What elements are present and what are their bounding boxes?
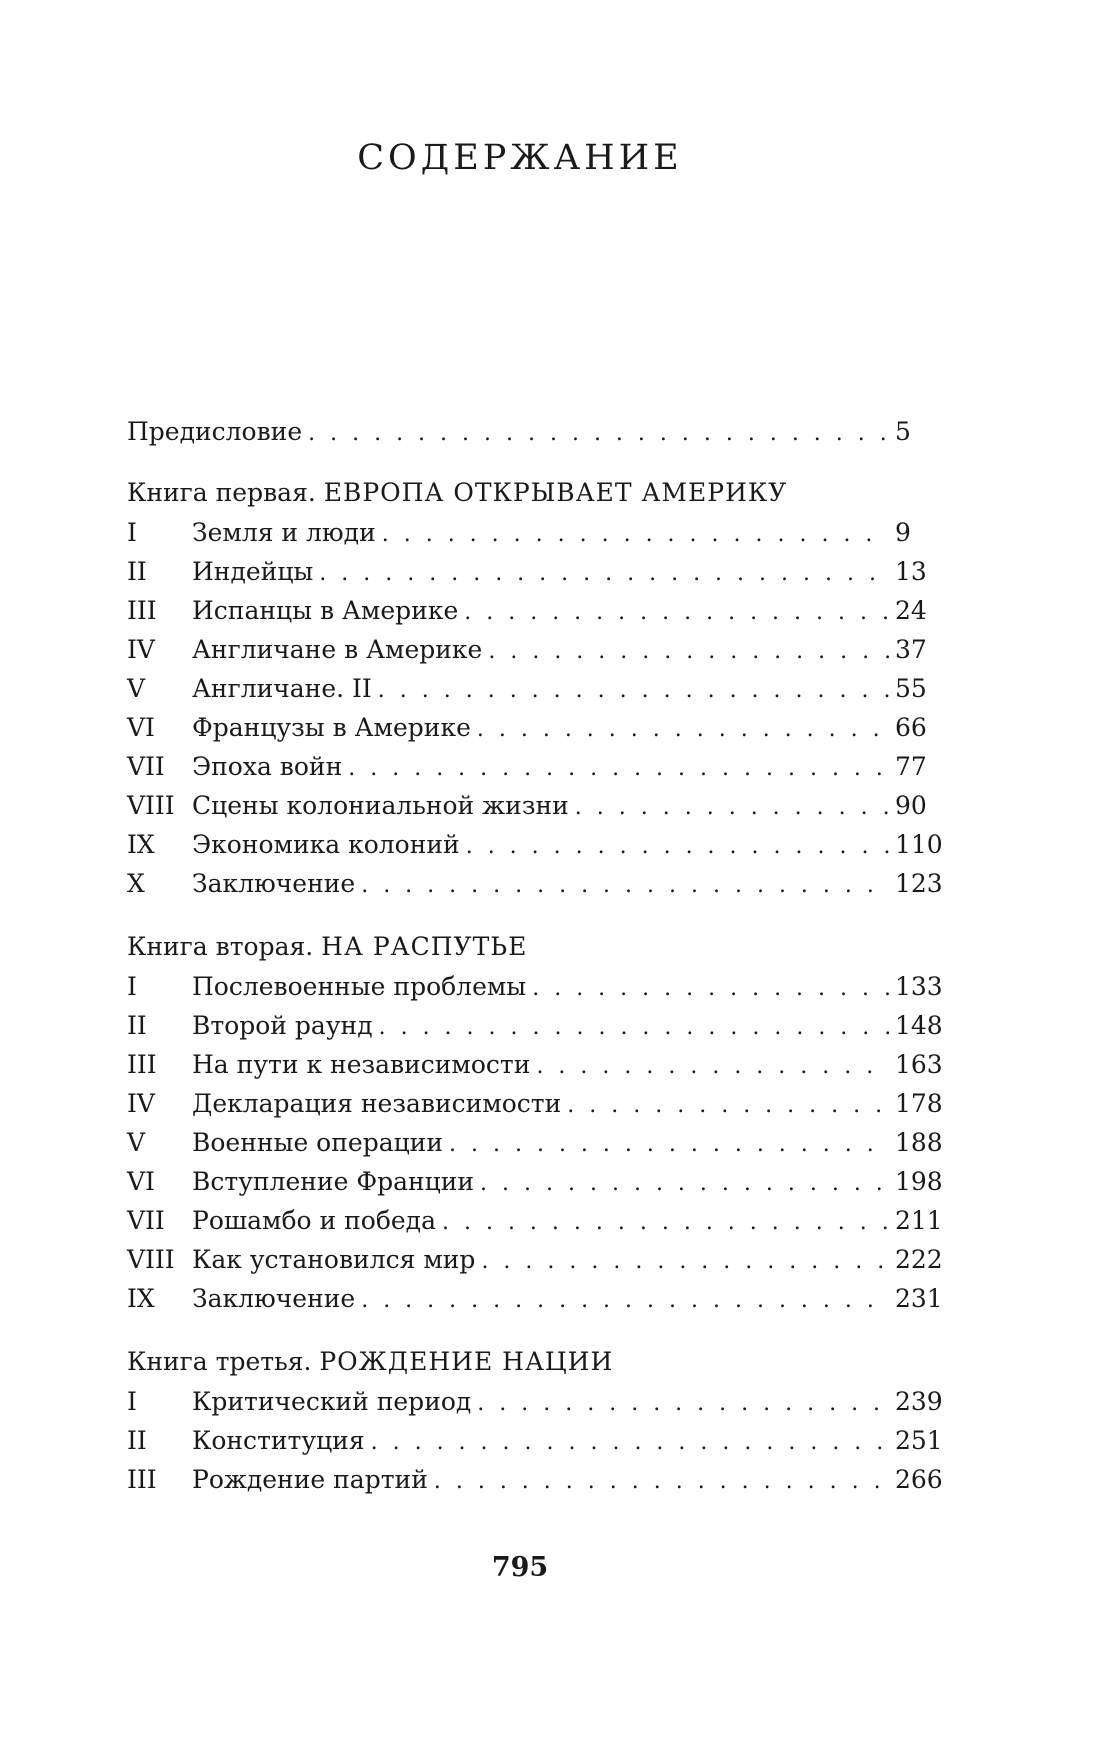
dot-leader [536, 1047, 889, 1086]
chapter-page: 178 [895, 1089, 943, 1118]
chapter-number: VIII [127, 791, 175, 820]
dot-leader [378, 671, 889, 710]
toc-entry [127, 1279, 943, 1318]
chapter-title: Эпоха войн [192, 752, 343, 781]
dot-leader [477, 1384, 889, 1423]
chapter-title: Рошамбо и победа [192, 1206, 436, 1235]
chapter-number: IX [127, 830, 155, 859]
toc-entry [127, 708, 927, 747]
toc-entry [127, 1421, 943, 1460]
chapter-number: VII [127, 752, 165, 781]
dot-leader [348, 749, 889, 788]
chapter-number: III [127, 596, 157, 625]
chapter-number: VII [127, 1206, 165, 1235]
dot-leader [480, 1164, 889, 1203]
chapter-page: 133 [895, 972, 943, 1001]
chapter-page: 239 [895, 1387, 943, 1416]
chapter-page: 163 [895, 1050, 943, 1079]
chapter-title: Испанцы в Америке [192, 596, 459, 625]
chapter-title: Вступление Франции [192, 1167, 475, 1196]
dot-leader [379, 1008, 889, 1047]
chapter-title: Индейцы [192, 557, 314, 586]
table-of-contents [127, 412, 943, 1499]
chapter-title: Заключение [192, 1284, 356, 1313]
chapter-number: IV [127, 1089, 155, 1118]
book-heading-prefix: Книга вторая. [127, 932, 322, 961]
chapter-page: 198 [895, 1167, 943, 1196]
chapter-page: 251 [895, 1426, 943, 1455]
toc-entry-preface [127, 412, 909, 451]
chapter-page: 266 [895, 1465, 943, 1494]
dot-leader [319, 554, 889, 593]
chapter-page: 66 [895, 713, 927, 742]
toc-entry [127, 1006, 943, 1045]
chapter-page: 211 [895, 1206, 943, 1235]
chapter-page: 148 [895, 1011, 943, 1040]
dot-leader [434, 1462, 889, 1501]
dot-leader [477, 710, 889, 749]
chapter-title: Конституция [192, 1426, 365, 1455]
toc-entry [127, 591, 927, 630]
toc-entry [127, 1382, 943, 1421]
dot-leader [361, 1281, 889, 1320]
dot-leader [308, 414, 889, 453]
dot-leader [481, 1242, 889, 1281]
chapter-page: 110 [895, 830, 943, 859]
book-heading [127, 1342, 909, 1382]
dot-leader [464, 593, 889, 632]
chapter-title: Критический период [192, 1387, 472, 1416]
book-heading-name: НА РАСПУТЬЕ [321, 932, 528, 961]
toc-entry [127, 1123, 943, 1162]
chapter-number: VIII [127, 1245, 175, 1274]
chapter-number: VI [127, 713, 155, 742]
chapter-title: Второй раунд [192, 1011, 373, 1040]
toc-entry [127, 864, 943, 903]
chapter-number: V [127, 1128, 146, 1157]
chapter-page: 222 [895, 1245, 943, 1274]
book-section [127, 1342, 943, 1499]
toc-entry [127, 1201, 943, 1240]
toc-entry [127, 1162, 943, 1201]
toc-entry [127, 786, 927, 825]
chapter-number: III [127, 1050, 157, 1079]
toc-entry [127, 513, 909, 552]
chapter-number: IX [127, 1284, 155, 1313]
chapter-title: Послевоенные проблемы [192, 972, 527, 1001]
dot-leader [532, 969, 889, 1008]
chapter-page: 90 [895, 791, 927, 820]
book-heading-prefix: Книга первая. [127, 478, 324, 507]
chapter-number: III [127, 1465, 157, 1494]
toc-entry [127, 1460, 943, 1499]
chapter-page: 77 [895, 752, 927, 781]
chapter-title: Французы в Америке [192, 713, 471, 742]
toc-entry [127, 669, 927, 708]
chapter-number: V [127, 674, 146, 703]
dot-leader [575, 788, 889, 827]
chapter-title: Экономика колоний [192, 830, 460, 859]
page-title: СОДЕРЖАНИЕ [357, 138, 683, 178]
chapter-page: 123 [895, 869, 943, 898]
toc-entry [127, 747, 927, 786]
toc-entry [127, 1045, 943, 1084]
toc-entry [127, 967, 943, 1006]
chapter-title: Англичане. II [192, 674, 372, 703]
book-heading [127, 927, 909, 967]
book-heading [127, 473, 909, 513]
chapter-page: 37 [895, 635, 927, 664]
chapter-page: 9 [895, 518, 911, 547]
book-heading-name: ЕВРОПА ОТКРЫВАЕТ АМЕРИКУ [323, 478, 788, 507]
chapter-title: На пути к независимости [192, 1050, 531, 1079]
chapter-number: I [127, 972, 137, 1001]
chapter-title: Заключение [192, 869, 356, 898]
dot-leader [371, 1423, 889, 1462]
chapter-number: II [127, 1011, 147, 1040]
toc-entry-title: Предисловие [127, 417, 303, 446]
toc-entry-page: 5 [895, 417, 911, 446]
chapter-page: 24 [895, 596, 927, 625]
toc-entry [127, 1084, 943, 1123]
chapter-number: I [127, 1387, 137, 1416]
chapter-page: 13 [895, 557, 927, 586]
dot-leader [442, 1203, 889, 1242]
book-section [127, 927, 943, 1318]
dot-leader [567, 1086, 889, 1125]
dot-leader [488, 632, 889, 671]
toc-entry [127, 825, 943, 864]
toc-entry [127, 552, 927, 591]
book-heading-prefix: Книга третья. [127, 1347, 320, 1376]
toc-entry [127, 630, 927, 669]
dot-leader [466, 827, 889, 866]
chapter-number: II [127, 557, 147, 586]
chapter-title: Рождение партий [192, 1465, 428, 1494]
dot-leader [382, 515, 889, 554]
chapter-title: Сцены колониальной жизни [192, 791, 569, 820]
chapter-number: X [127, 869, 145, 898]
dot-leader [449, 1125, 889, 1164]
chapter-title: Декларация независимости [192, 1089, 562, 1118]
chapter-title: Англичане в Америке [192, 635, 483, 664]
chapter-number: VI [127, 1167, 155, 1196]
dot-leader [361, 866, 889, 905]
book-heading-name: РОЖДЕНИЕ НАЦИИ [319, 1347, 614, 1376]
chapter-page: 188 [895, 1128, 943, 1157]
page-number: 795 [491, 1552, 549, 1583]
toc-entry [127, 1240, 943, 1279]
chapter-page: 231 [895, 1284, 943, 1313]
chapter-number: IV [127, 635, 155, 664]
chapter-title: Земля и люди [192, 518, 376, 547]
chapter-page: 55 [895, 674, 927, 703]
chapter-title: Военные операции [192, 1128, 444, 1157]
chapter-number: I [127, 518, 137, 547]
chapter-title: Как установился мир [192, 1245, 476, 1274]
chapter-number: II [127, 1426, 147, 1455]
book-section [127, 473, 943, 903]
